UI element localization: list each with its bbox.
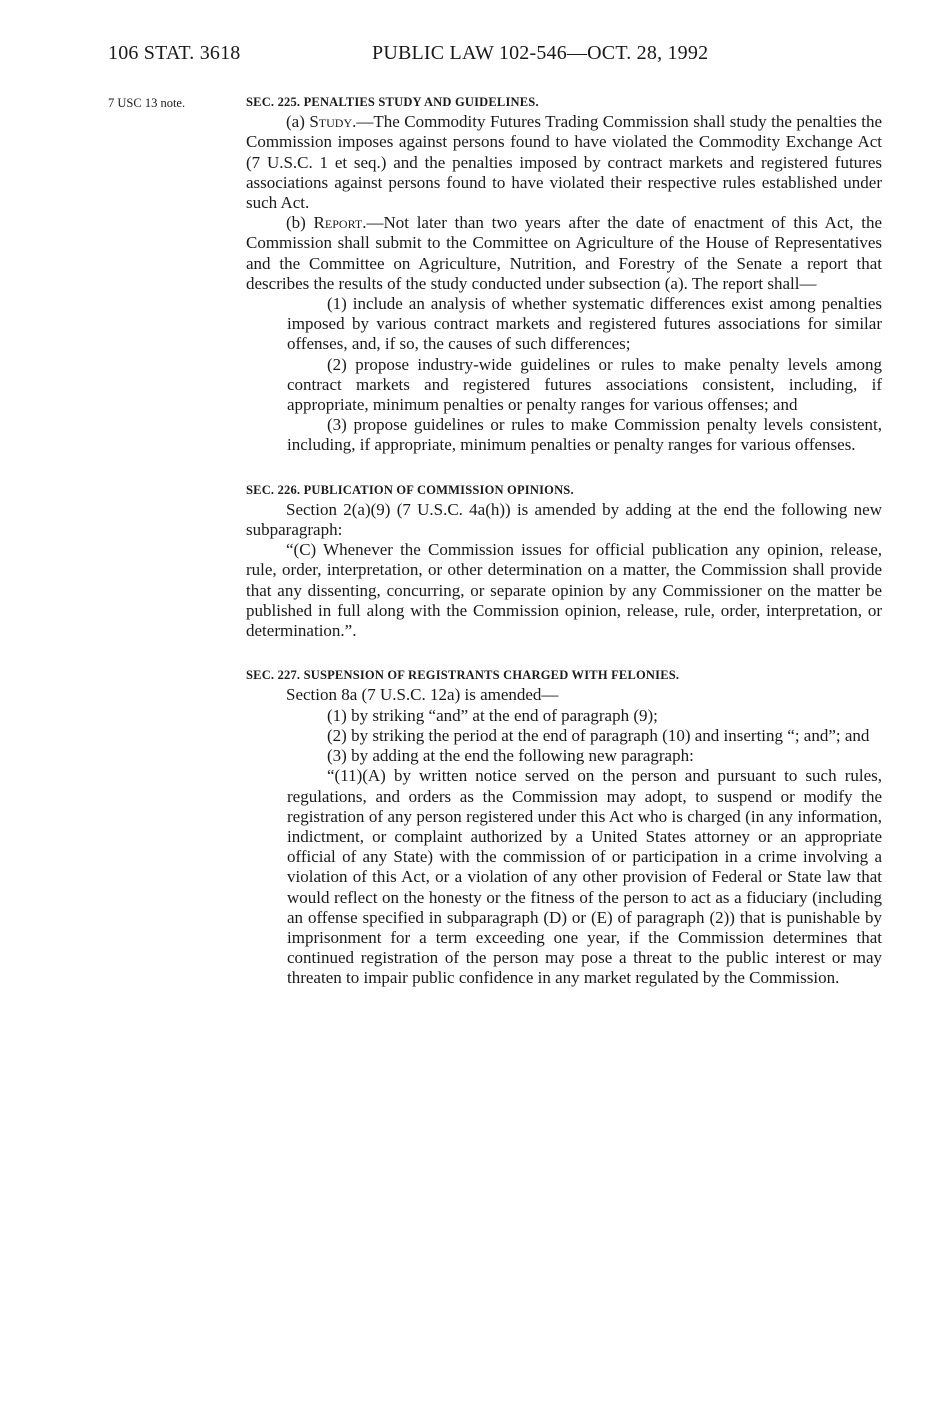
list-item: (1) include an analysis of whether systematic differences exist among penalties imposed by various contract markets and registered futures associations for similar offenses, and, if so, the causes of such differences; bbox=[287, 294, 882, 354]
page-folio: 106 STAT. 3618 bbox=[108, 42, 241, 64]
document-body bbox=[246, 92, 882, 989]
section-heading-225: SEC. 225. PENALTIES STUDY AND GUIDELINES. bbox=[246, 95, 539, 109]
section-227-intro: Section 8a (7 U.S.C. 12a) is amended— bbox=[286, 685, 559, 705]
list-item: (3) by adding at the end the following new paragraph: bbox=[327, 746, 694, 766]
list-item: (2) by striking the period at the end of paragraph (10) and inserting “; and”; and bbox=[327, 725, 870, 745]
subsection-a: (a) Study.—The Commodity Futures Trading Commission shall study the penalties the Commission imposes against persons found to have violated the Commodity Exchange Act (7 U.S.C. 1 et seq.) and the penalties imposed by contract markets and registered futures associations against persons found to have violated their respective rules established under such Act. bbox=[246, 112, 882, 213]
section-227-quoted: “(11)(A) by written notice served on the person and pursuant to such rules, regulations, and orders as the Commission may adopt, to suspend or modify the registration of any person registered under this Act who is charged (in any information, indictment, or complaint authorized by a United States attorney or an appropriate official of any State) with the commission of or participation in a crime involving a violation of this Act, or a violation of any other provision of Federal or State law that would reflect on the honesty or the fitness of the person to act as a fiduciary (including an offense specified in subparagraph (D) or (E) of paragraph (2)) that is punishable by imprisonment for a term exceeding one year, if the Commission determines that continued registration of the person may pose a threat to the public interest or may threaten to impair public confidence in any market regulated by the Commission. bbox=[287, 766, 882, 988]
page-title: PUBLIC LAW 102-546—OCT. 28, 1992 bbox=[372, 42, 709, 64]
list-item: (1) by striking “and” at the end of paragraph (9); bbox=[327, 705, 658, 725]
section-226-quoted: “(C) Whenever the Commission issues for official publication any opinion, release, rule, order, interpretation, or other determination on a matter, the Commission shall provide that any dissenting, concurring, or separate opinion by any Commissioner on the matter be published in full along with the Commission opinion, release, rule, order, interpretation, or determination.”. bbox=[246, 540, 882, 641]
list-item: (2) propose industry-wide guidelines or rules to make penalty levels among contract markets and registered futures associations consistent, including, if appropriate, minimum penalties or penalty ranges for various offenses; and bbox=[287, 354, 882, 415]
section-heading-226: SEC. 226. PUBLICATION OF COMMISSION OPINIONS. bbox=[246, 482, 574, 497]
section-heading-227: SEC. 227. SUSPENSION OF REGISTRANTS CHARGED WITH FELONIES. bbox=[246, 668, 680, 683]
section-226-intro: Section 2(a)(9) (7 U.S.C. 4a(h)) is amended by adding at the end the following new subparagraph: bbox=[246, 499, 882, 540]
list-item: (3) propose guidelines or rules to make Commission penalty levels consistent, including, if appropriate, minimum penalties or penalty ranges for various offenses. bbox=[287, 415, 882, 455]
subsection-b: (b) Report.—Not later than two years after the date of enactment of this Act, the Commission shall submit to the Committee on Agriculture of the House of Representatives and the Committee on Agriculture, Nutrition, and Forestry of the Senate a report that describes the results of the study conducted under subsection (a). The report shall— bbox=[246, 213, 882, 293]
margin-note: 7 USC 13 note. bbox=[108, 96, 186, 110]
